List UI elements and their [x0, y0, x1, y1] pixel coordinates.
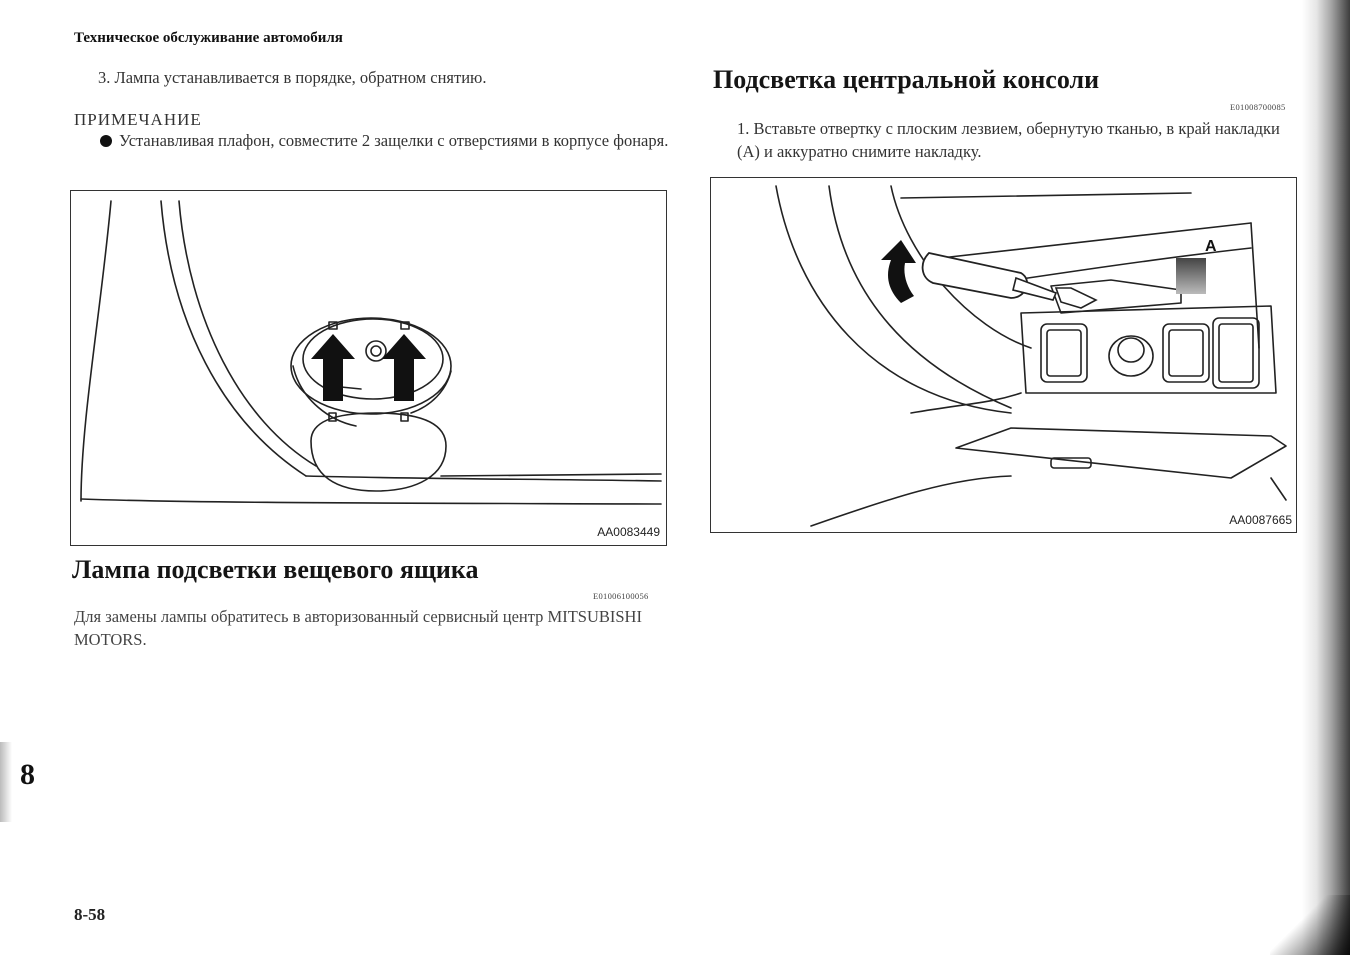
binding-shadow-corner — [1270, 895, 1350, 955]
socket-inner — [1118, 338, 1144, 362]
dash-curve-1 — [776, 186, 1011, 413]
section-code-console: E01008700085 — [1230, 102, 1286, 112]
figure-code-console: AA0087665 — [1229, 513, 1292, 527]
console-panel — [1021, 306, 1276, 393]
console-lower-curve — [911, 393, 1021, 413]
screwdriver — [923, 253, 1096, 308]
screwdriver-cloth — [1056, 288, 1096, 308]
console-side-curve — [811, 476, 1011, 526]
figure-lamp-install — [70, 190, 667, 546]
binding-shadow — [1302, 0, 1350, 955]
callout-a-marker — [1176, 258, 1206, 294]
section-body-glovebox: Для замены лампы обратитесь в авторизованный сервисный центр MITSUBISHI MOTORS. — [74, 607, 642, 649]
section-code-glovebox: E01006100056 — [593, 591, 649, 601]
lamp-install-illustration — [71, 191, 666, 545]
headliner-edge-3 — [441, 474, 661, 476]
step-1-text: 1. Вставьте отвертку с плоским лезвием, обернутую тканью, в край накладки (А) и аккуратно снимите накладку. — [737, 119, 1280, 161]
console-right-edge — [1271, 478, 1286, 500]
running-header: Техническое обслуживание автомобиля — [74, 30, 343, 46]
step-3-text: 3. Лампа устанавливается в порядке, обратном снятию. — [98, 68, 487, 87]
headliner-edge-2 — [306, 476, 661, 481]
console-switch-right — [1213, 318, 1259, 388]
chapter-tab — [0, 742, 12, 822]
pillar-line-middle — [161, 201, 306, 476]
console-cover-illustration — [711, 178, 1296, 532]
callout-a-label: A — [1205, 238, 1217, 255]
console-switch-mid-inner — [1169, 330, 1203, 376]
note-bullet — [100, 129, 679, 152]
dash-curve-2 — [829, 186, 1011, 408]
console-tray — [956, 428, 1286, 478]
section-heading-console: Подсветка центральной консоли — [713, 65, 1100, 94]
page-number: 8-58 — [74, 905, 106, 924]
curved-arrow-icon — [881, 240, 916, 303]
note-bullet-text: Устанавливая плафон, совместите 2 защелки с отверстиями в корпусе фонаря. — [119, 131, 669, 150]
bullet-dot-icon — [100, 135, 112, 147]
bulb-center — [371, 346, 381, 356]
lamp-lens-cover — [311, 413, 446, 491]
lamp-housing-shadow-2 — [411, 371, 451, 413]
detail-line — [341, 387, 361, 389]
up-arrow-left-icon — [311, 334, 355, 401]
section-heading-glovebox: Лампа подсветки вещевого ящика — [72, 555, 479, 584]
console-switch-mid — [1163, 324, 1209, 382]
figure-console-cover — [710, 177, 1297, 533]
note-title: ПРИМЕЧАНИЕ — [74, 110, 202, 129]
dash-panel-right — [1251, 223, 1259, 348]
console-switch-right-inner — [1219, 324, 1253, 382]
console-switch-left-inner — [1047, 330, 1081, 376]
headliner-edge-1 — [81, 499, 661, 504]
socket-outer — [1109, 336, 1153, 376]
screwdriver-handle — [923, 253, 1027, 298]
chapter-number: 8 — [20, 758, 35, 791]
console-switch-left — [1041, 324, 1087, 382]
figure-code: AA0083449 — [597, 525, 660, 539]
pillar-line-outer — [81, 201, 111, 501]
up-arrow-right-icon — [382, 334, 426, 401]
dash-top-line — [901, 193, 1191, 198]
